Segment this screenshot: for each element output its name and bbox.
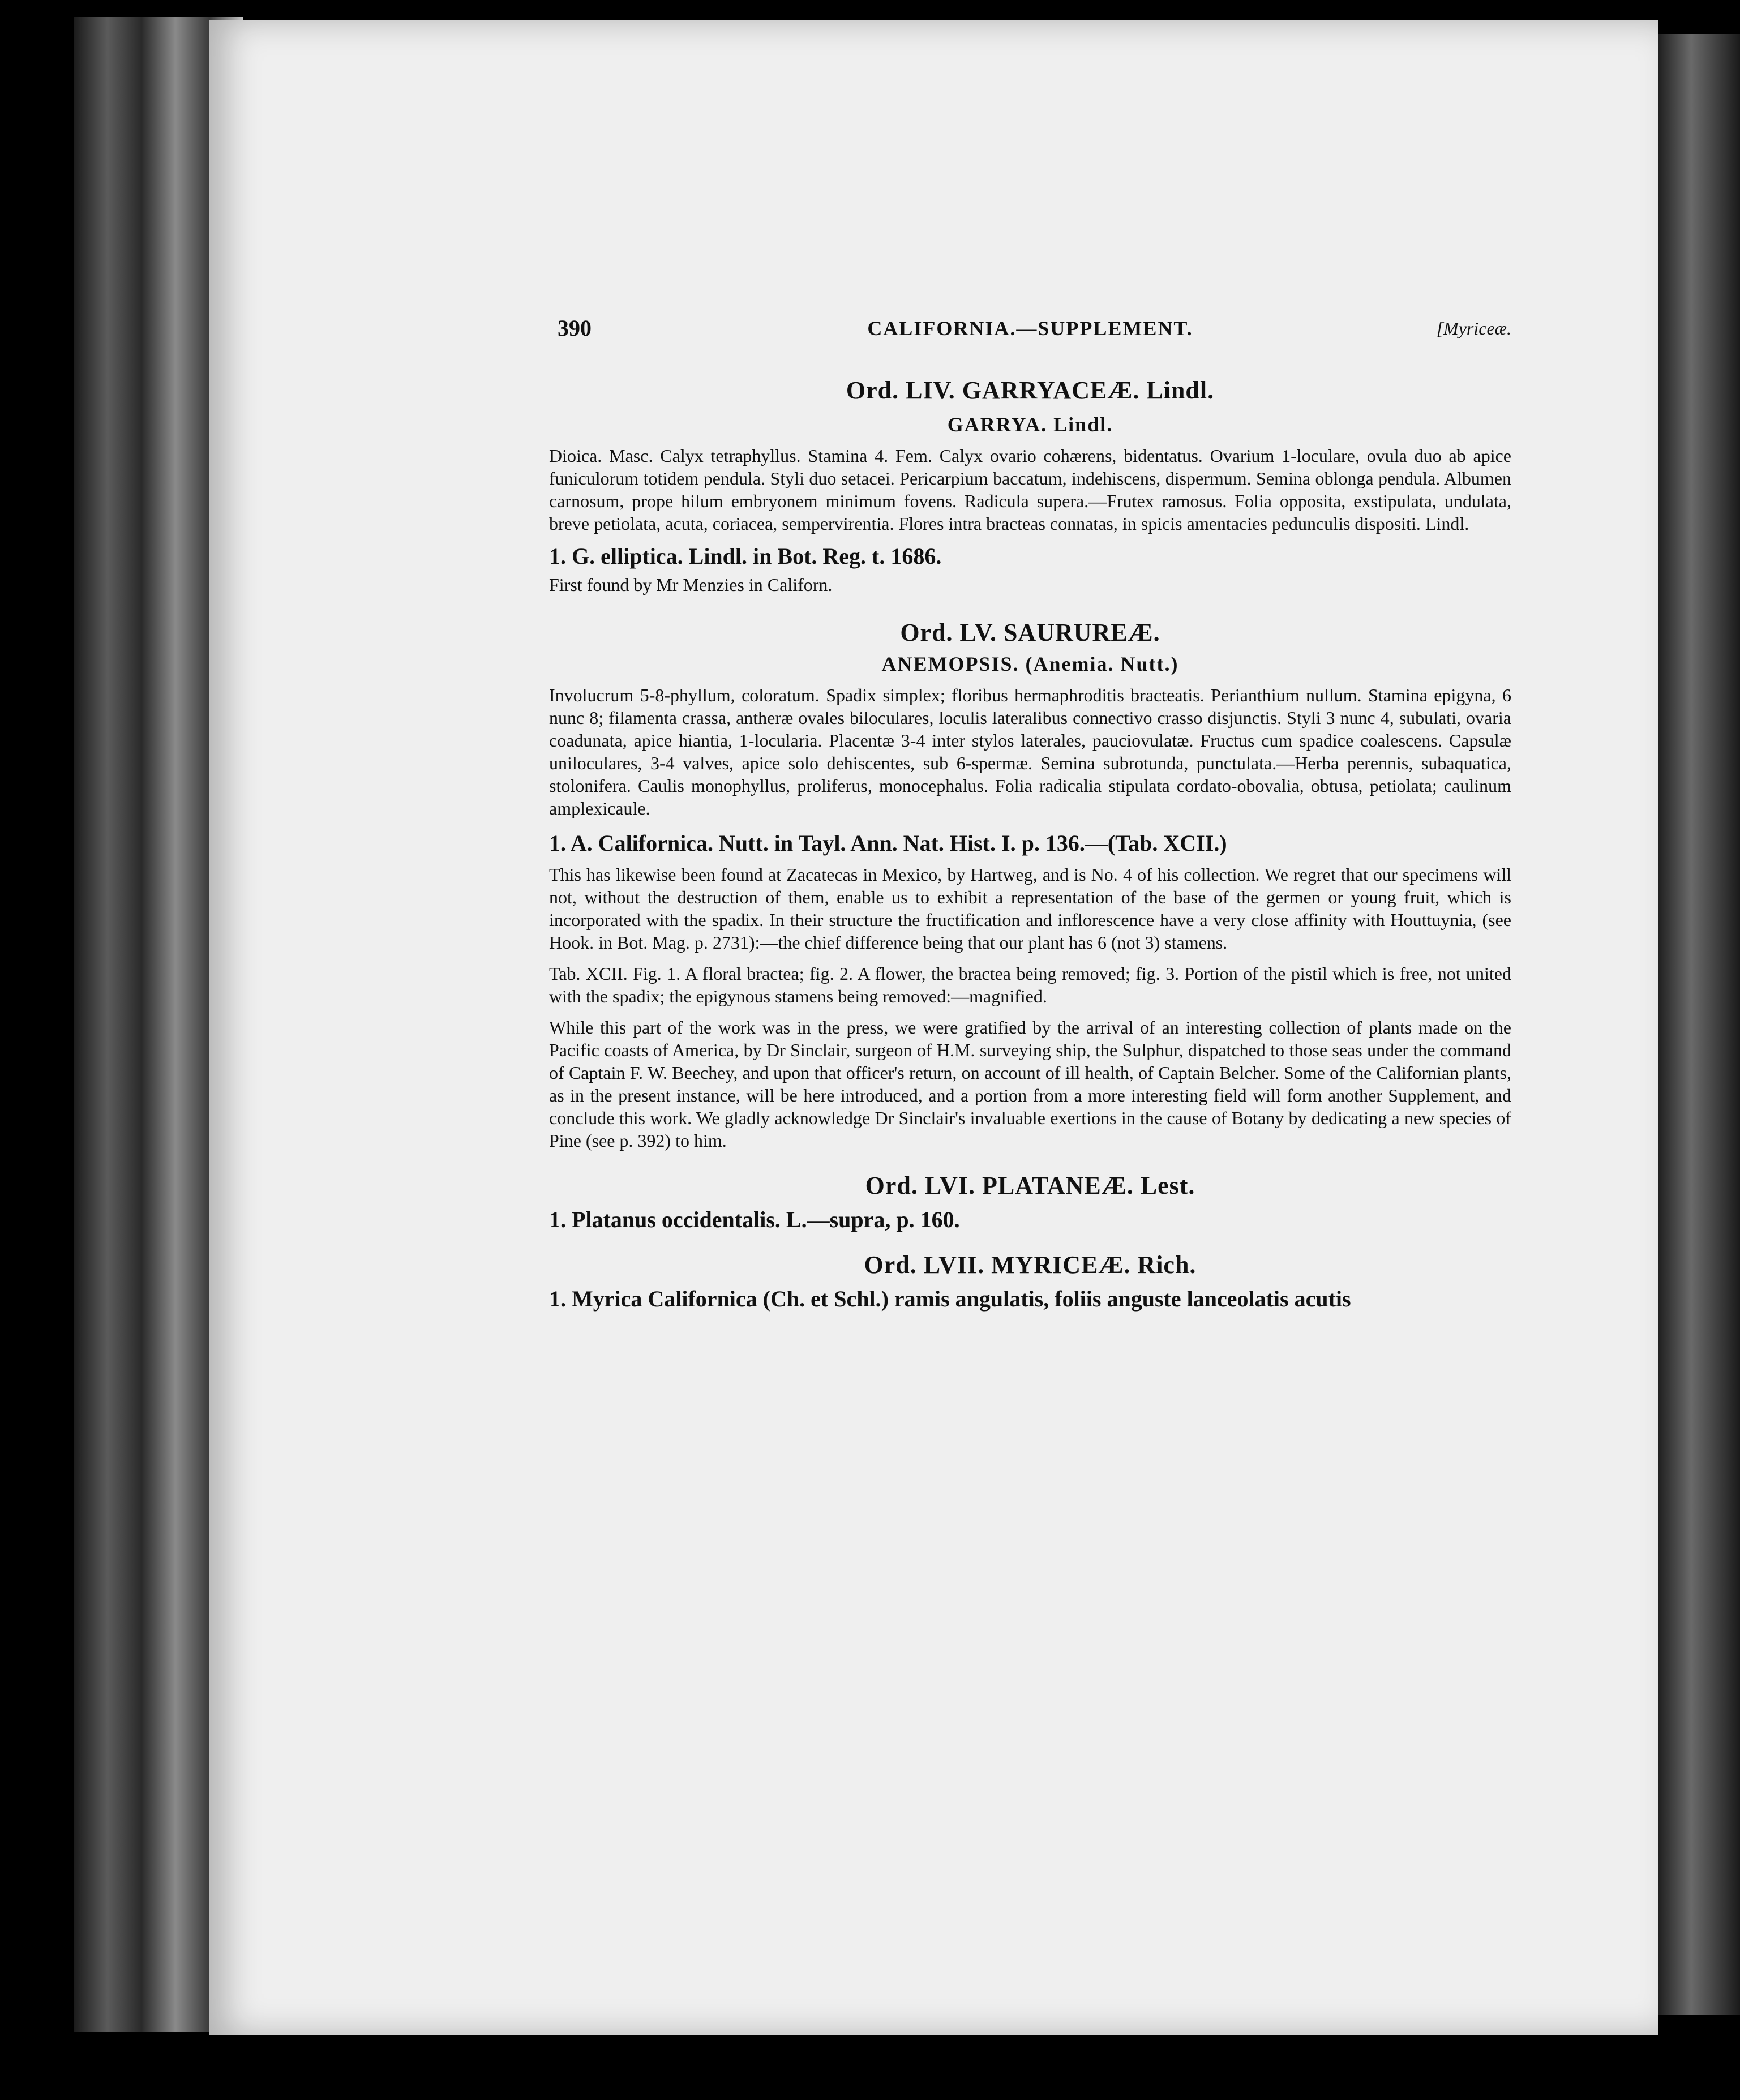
page-number: 390: [558, 315, 592, 341]
tab-xcii-caption: Tab. XCII. Fig. 1. A floral bractea; fig. 2. A flower, the bractea being removed; fig. 3. Portion of the pistil which is free, not united with the spadix; the epigynous stamens being removed:—magnified.: [549, 963, 1511, 1006]
species-elliptica: 1. G. elliptica. Lindl. in Bot. Reg. t. 1686.: [549, 543, 942, 569]
running-title: CALIFORNIA.—SUPPLEMENT.: [867, 317, 1193, 340]
genus-anemopsis: ANEMOPSIS. (Anemia. Nutt.): [881, 653, 1179, 675]
garrya-description: Dioica. Masc. Calyx tetraphyllus. Stamina 4. Fem. Calyx ovario cohærens, bidentatus. Ovarium 1-loculare, ovula duo ab apice funiculorum totidem pendula. Styli duo setacei. Pericarpium baccatum, indehiscens, dispermum. Semina oblonga pendula. Albumen carnosum, prope hilum embryonem minimum fovens. Radicula supera.—Frutex ramosus. Folia opposita, exstipulata, undulata, breve petiolata, acuta, coriacea, sempervirentia. Flores intra bracteas connatas, in spicis amentacies pedunculis dispositi. Lindl.: [549, 445, 1511, 534]
next-page-edge: [1658, 34, 1740, 2015]
species-californica: 1. A. Californica. Nutt. in Tayl. Ann. Nat. Hist. I. p. 136.—(Tab. XCII.): [549, 830, 1227, 856]
page-content: [549, 317, 1511, 1310]
hartweg-paragraph: This has likewise been found at Zacatecas in Mexico, by Hartweg, and is No. 4 of his collection. We regret that our specimens will not, without the destruction of them, enable us to exhibit a representation of the base of the germen or young fruit, which is incorporated with the spadix. In their structure the fructification and inflorescence have a very close affinity with Houttuynia, (see Hook. in Bot. Mag. p. 2731):—the chief difference being that our plant has 6 (not 3) stamens.: [549, 864, 1511, 953]
order-title-lvii: Ord. LVII. MYRICEÆ. Rich.: [864, 1251, 1197, 1279]
sinclair-paragraph: While this part of the work was in the press, we were gratified by the arrival of an interesting collection of plants made on the Pacific coasts of America, by Dr Sinclair, surgeon of H.M. surveying ship, the Sulphur, dispatched to those seas under the command of Captain F. W. Beechey, and upon that officer's return, on account of ill health, of Captain Belcher. Some of the Californian plants, as in the present instance, will be here introduced, and a portion from a more interesting field will form another Supplement, and conclude this work. We gladly acknowledge Dr Sinclair's invaluable exertions in the cause of Botany by dedicating a new species of Pine (see p. 392) to him.: [549, 1017, 1511, 1151]
menzies-note: First found by Mr Menzies in Californ.: [549, 575, 833, 595]
species-myrica: 1. Myrica Californica (Ch. et Schl.) ramis angulatis, foliis anguste lanceolatis acutis: [549, 1286, 1351, 1312]
order-title-lvi: Ord. LVI. PLATANEÆ. Lest.: [865, 1172, 1195, 1199]
running-header: [549, 317, 1511, 345]
order-title-lv: Ord. LV. SAURUREÆ.: [900, 619, 1160, 646]
running-right-title: [Myriceæ.: [1436, 318, 1511, 338]
species-platanus: 1. Platanus occidentalis. L.—supra, p. 160.: [549, 1207, 960, 1232]
anemopsis-description: Involucrum 5-8-phyllum, coloratum. Spadix simplex; floribus hermaphroditis bracteatis. Perianthium nullum. Stamina epigyna, 6 nunc 8; filamenta crassa, antheræ ovales biloculares, loculis lateralibus connectivo crasso disjunctis. Styli 3 nunc 4, subulati, ovaria coadunata, apice hiantia, 1-locularia. Placentæ 3-4 inter stylos laterales, pauciovulatæ. Fructus cum spadice coalescens. Capsulæ uniloculares, 3-4 valves, apice solo dehiscentes, sub 6-spermæ. Semina subrotunda, punctulata.—Herba perennis, subaquatica, stolonifera. Caulis monophyllus, proliferus, monocephalus. Folia radicalia stipulata cordato-obovalia, obtusa, petiolata; caulinum amplexicaule.: [549, 685, 1511, 818]
genus-garrya: GARRYA. Lindl.: [947, 413, 1113, 436]
order-title-liv: Ord. LIV. GARRYACEÆ. Lindl.: [846, 376, 1215, 404]
